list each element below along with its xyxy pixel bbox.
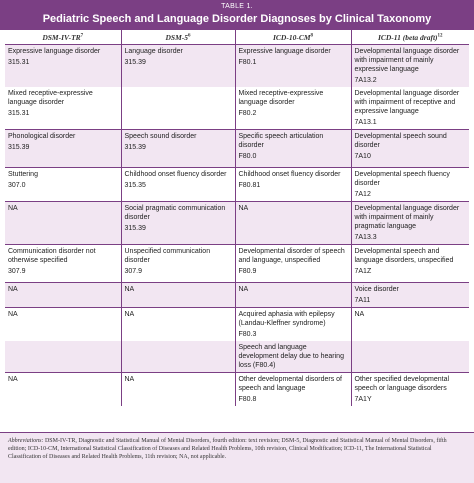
table-cell: [235, 87, 351, 130]
table-cell: [351, 202, 469, 245]
table-cell: [351, 373, 469, 407]
cell-code: 315.39: [124, 144, 146, 151]
cell-code: 307.9: [124, 268, 143, 275]
table-cell: [121, 283, 235, 308]
table-row: [5, 202, 469, 245]
cell-diagnosis: Stuttering: [8, 171, 38, 178]
table-cell: [235, 283, 351, 308]
cell-diagnosis: Developmental language disorder with impairment of receptive and expressive language: [354, 90, 460, 115]
table-cell: [121, 245, 235, 283]
table-cell: [5, 202, 121, 245]
table-cell: [235, 168, 351, 202]
table-label: TABLE 1.: [221, 3, 253, 10]
cell-diagnosis: Expressive language disorder: [8, 48, 101, 55]
footnote-band: [0, 432, 474, 483]
table-row: [5, 87, 469, 130]
cell-code: 7A12: [354, 191, 371, 198]
table-body: [5, 45, 469, 407]
table-cell: [5, 168, 121, 202]
cell-diagnosis: Unspecified communication disorder: [124, 248, 211, 264]
table-title: Pediatric Speech and Language Disorder Diagnoses by Clinical Taxonomy: [42, 13, 432, 25]
table-cell: [235, 373, 351, 407]
table-cell: [235, 130, 351, 168]
table-cell: [121, 308, 235, 342]
footnote-text: DSM-IV-TR, Diagnostic and Statistical Manual of Mental Disorders, fourth edition: text revision; DSM-5, Diagnostic and Statistical Manual of Mental Disorders, fifth edition; ICD-10-CM, International Statistical Classification of Diseases and Related Health Problems, 10th revision, Clinical Modification; ICD-11, The International Statistical Classification of Diseases and Related Health Problems, 11th revision; NA, not applicable.: [8, 438, 447, 460]
table-cell: [121, 202, 235, 245]
cell-code: 315.31: [8, 59, 30, 66]
cell-diagnosis: NA: [124, 286, 135, 293]
cell-code: 7A11: [354, 297, 371, 304]
table-cell: [121, 130, 235, 168]
table-row: [5, 341, 469, 373]
cell-code: F80.81: [238, 182, 261, 189]
table-cell: [351, 87, 469, 130]
cell-diagnosis: NA: [238, 205, 249, 212]
cell-code: F80.9: [238, 268, 257, 275]
cell-code: 315.35: [124, 182, 146, 189]
cell-diagnosis: NA: [124, 376, 135, 383]
cell-code: F80.3: [238, 331, 257, 338]
table-cell: [235, 341, 351, 373]
cell-diagnosis: Expressive language disorder: [238, 48, 331, 55]
cell-diagnosis: Speech sound disorder: [124, 133, 197, 140]
table-cell: [5, 341, 121, 373]
table-row: [5, 283, 469, 308]
cell-diagnosis: Specific speech articulation disorder: [238, 133, 324, 149]
column-header: ICD-11 (beta draft)$^{12}$: [351, 30, 469, 45]
cell-code: 315.31: [8, 110, 30, 117]
table-cell: [235, 45, 351, 88]
cell-code: 7A10: [354, 153, 371, 160]
table-row: [5, 245, 469, 283]
cell-code: F80.2: [238, 110, 257, 117]
table-row: [5, 168, 469, 202]
table-cell: [5, 373, 121, 407]
cell-diagnosis: Phonological disorder: [8, 133, 76, 140]
table-cell: [5, 45, 121, 88]
column-header: ICD-$10-CM^8$: [235, 30, 351, 45]
table-row: [5, 45, 469, 88]
cell-diagnosis: NA: [354, 311, 365, 318]
table-cell: [351, 308, 469, 342]
cell-diagnosis: NA: [8, 205, 18, 212]
cell-diagnosis: Language disorder: [124, 48, 183, 55]
cell-code: 7A13.3: [354, 234, 377, 241]
cell-diagnosis: Other developmental disorders of speech and language: [238, 376, 342, 392]
cell-code: 7A13.1: [354, 119, 377, 126]
cell-code: 7A1Z: [354, 268, 372, 275]
table-cell: [121, 341, 235, 373]
cell-code: 7A1Y: [354, 396, 372, 403]
cell-diagnosis: Developmental speech sound disorder: [354, 133, 447, 149]
table-cell: [351, 341, 469, 373]
cell-code: F80.8: [238, 396, 257, 403]
table-row: [5, 373, 469, 407]
table-cell: [5, 245, 121, 283]
cell-diagnosis: Communication disorder not otherwise specified: [8, 248, 96, 264]
cell-diagnosis: Acquired aphasia with epilepsy (Landau-Kleffner syndrome): [238, 311, 335, 327]
cell-diagnosis: NA: [124, 311, 135, 318]
cell-diagnosis: Childhood onset fluency disorder: [238, 171, 341, 178]
table-header-band: [0, 0, 474, 30]
table-cell: [351, 45, 469, 88]
cell-diagnosis: NA: [8, 286, 18, 293]
cell-code: 307.0: [8, 182, 26, 189]
table-cell: [5, 308, 121, 342]
cell-diagnosis: Developmental language disorder with impairment of mainly expressive language: [354, 48, 460, 73]
table-cell: [121, 87, 235, 130]
cell-diagnosis: Speech and language development delay due to hearing loss (F80.4): [238, 344, 344, 369]
cell-diagnosis: Developmental disorder of speech and language, unspecified: [238, 248, 345, 264]
table-cell: [351, 283, 469, 308]
column-header-row: [5, 30, 469, 45]
diagnosis-table: [5, 30, 469, 406]
cell-diagnosis: Social pragmatic communication disorder: [124, 205, 226, 221]
footnote-label: Abbreviations:: [8, 438, 44, 444]
table-cell: [351, 130, 469, 168]
table-cell: [5, 130, 121, 168]
table-cell: [121, 373, 235, 407]
cell-diagnosis: Childhood onset fluency disorder: [124, 171, 227, 178]
column-header: DSM-$IV-TR^7$: [5, 30, 121, 45]
abbreviations-footnote: [0, 433, 474, 465]
cell-diagnosis: Mixed receptive-expressive language disorder: [8, 90, 93, 106]
cell-code: F80.1: [238, 59, 257, 66]
table-cell: [235, 245, 351, 283]
cell-code: 315.39: [124, 225, 146, 232]
table-row: [5, 130, 469, 168]
cell-code: F80.0: [238, 153, 257, 160]
table-cell: [5, 87, 121, 130]
cell-diagnosis: Mixed receptive-expressive language disorder: [238, 90, 324, 106]
column-header: DSM-$5^6$: [121, 30, 235, 45]
cell-diagnosis: Other specified developmental speech or language disorders: [354, 376, 450, 392]
table-cell: [351, 245, 469, 283]
cell-diagnosis: Developmental speech and language disorders, unspecified: [354, 248, 454, 264]
cell-code: 315.39: [8, 144, 30, 151]
table-cell: [351, 168, 469, 202]
table-cell: [235, 308, 351, 342]
cell-code: 315.39: [124, 59, 146, 66]
cell-diagnosis: NA: [238, 286, 249, 293]
cell-code: 307.9: [8, 268, 26, 275]
cell-code: 7A13.2: [354, 77, 377, 84]
cell-diagnosis: Voice disorder: [354, 286, 399, 293]
table-cell: [5, 283, 121, 308]
cell-diagnosis: NA: [8, 376, 18, 383]
table-cell: [121, 45, 235, 88]
table-cell: [235, 202, 351, 245]
cell-diagnosis: Developmental speech fluency disorder: [354, 171, 450, 187]
table-row: [5, 308, 469, 342]
cell-diagnosis: NA: [8, 311, 18, 318]
table-cell: [121, 168, 235, 202]
cell-diagnosis: Developmental language disorder with impairment of mainly pragmatic language: [354, 205, 460, 230]
